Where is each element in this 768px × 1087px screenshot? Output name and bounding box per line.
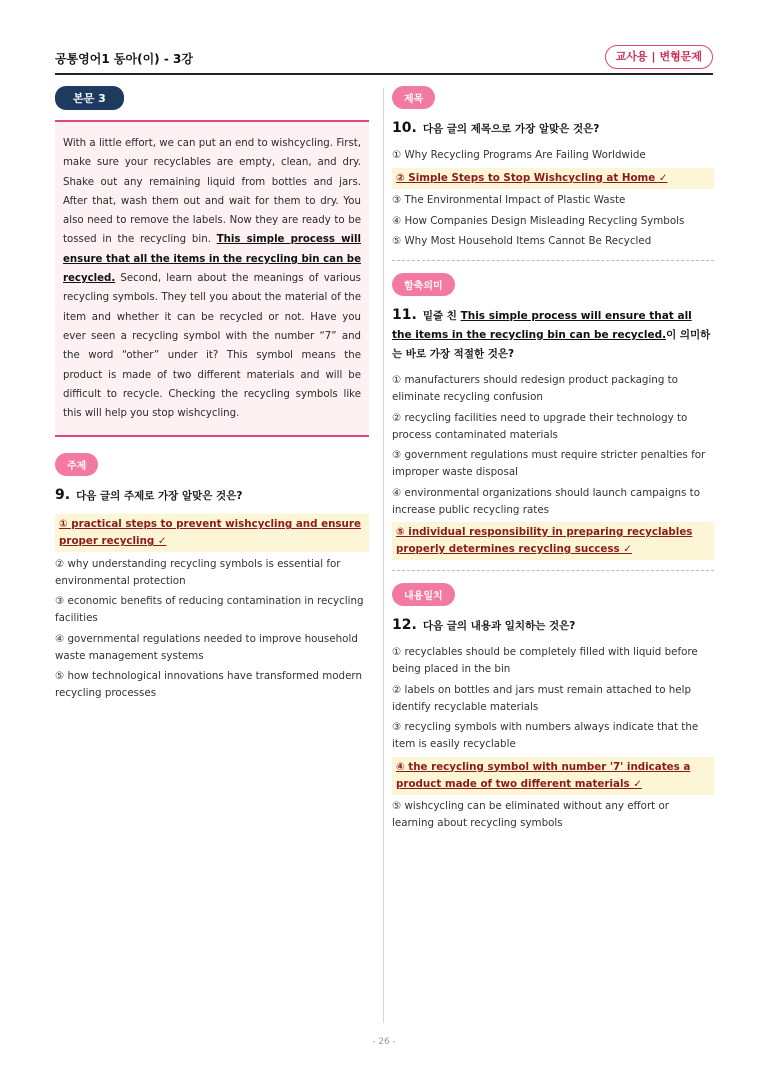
q9-number: 9. xyxy=(55,487,71,504)
q11-question-pre: 밑줄 친 xyxy=(422,310,461,322)
q10-question-text: 다음 글의 제목으로 가장 알맞은 것은? xyxy=(422,123,600,135)
q10-tag: 제목 xyxy=(392,86,435,109)
q12-tag: 내용일치 xyxy=(392,583,455,606)
q11-question xyxy=(392,306,714,364)
q9-question-text: 다음 글의 주제로 가장 알맞은 것은? xyxy=(76,490,243,503)
badge-separator: | xyxy=(651,50,656,63)
passage-label: 본문 3 xyxy=(55,86,124,110)
q12-number: 12. xyxy=(392,617,417,633)
right-column xyxy=(392,86,714,836)
page-title: 공통영어1 동아(이) - 3강 xyxy=(55,52,193,66)
q10-option-5: ⑤ Why Most Household Items Cannot Be Recycled xyxy=(392,235,652,247)
q11-question-underlined: This simple process will ensure that all the items in the recycling bin can be recycled. xyxy=(392,310,692,341)
q9-option-1-correct: ① practical steps to prevent wishcycling and ensure proper recycling ✓ xyxy=(55,514,369,552)
q9-option-2: ② why understanding recycling symbols is essential for environmental protection xyxy=(55,557,341,587)
q9-option-5: ⑤ how technological innovations have transformed modern recycling processes xyxy=(55,670,362,700)
q12-option-4-correct: ④ the recycling symbol with number '7' indicates a product made of two different materials ✓ xyxy=(392,757,714,795)
section-divider xyxy=(392,260,714,261)
q9-options xyxy=(55,514,369,702)
q10-question xyxy=(392,119,714,139)
q9-question xyxy=(55,486,369,506)
q11-question-post: 이 의미하는 바로 가장 적절한 것은? xyxy=(392,329,711,360)
q11-number: 11. xyxy=(392,307,417,323)
q12-options xyxy=(392,644,714,832)
q11-option-2: ② recycling facilities need to upgrade their technology to process contaminated materials xyxy=(392,411,688,441)
q11-options xyxy=(392,372,714,560)
q10-option-3: ③ The Environmental Impact of Plastic Waste xyxy=(392,194,626,206)
page-header xyxy=(55,45,713,75)
q11-option-1: ① manufacturers should redesign product packaging to eliminate recycling confusion xyxy=(392,374,678,403)
q12-option-3: ③ recycling symbols with numbers always indicate that the item is easily recyclable xyxy=(392,721,699,750)
q12-option-5: ⑤ wishcycling can be eliminated without any effort or learning about recycling symbols xyxy=(392,800,670,829)
q12-question xyxy=(392,616,714,636)
section-divider xyxy=(392,570,714,571)
left-column xyxy=(55,86,369,706)
q12-option-1: ① recyclables should be completely filled with liquid before being placed in the bin xyxy=(392,646,698,675)
badge-teacher-label: 교사용 xyxy=(615,50,648,63)
q11-tag: 함축의미 xyxy=(392,273,455,296)
passage-underlined-sentence: This simple process will ensure that all the items in the recycling bin can be recycled. xyxy=(63,234,361,285)
q11-option-4: ④ environmental organizations should launch campaigns to increase public recycling rates xyxy=(392,486,701,516)
q10-number: 10. xyxy=(392,120,417,136)
q11-option-5-correct: ⑤ individual responsibility in preparing recyclables properly determines recycling success ✓ xyxy=(392,522,714,560)
passage-box xyxy=(55,120,369,437)
q10-option-1: ① Why Recycling Programs Are Failing Worldwide xyxy=(392,149,646,161)
q12-question-text: 다음 글의 내용과 일치하는 것은? xyxy=(422,620,576,632)
q11-option-3: ③ government regulations must require stricter penalties for improper waste disposal xyxy=(392,449,706,478)
badge-type-label: 변형문제 xyxy=(659,50,702,63)
q12-option-2: ② labels on bottles and jars must remain attached to help identify recyclable materials xyxy=(392,683,692,713)
q9-option-4: ④ governmental regulations needed to improve household waste management systems xyxy=(55,632,358,662)
teacher-badge xyxy=(605,45,713,69)
q10-option-4: ④ How Companies Design Misleading Recycling Symbols xyxy=(392,214,685,227)
q10-options xyxy=(392,147,714,250)
q9-option-3: ③ economic benefits of reducing contamination in recycling facilities xyxy=(55,595,364,625)
column-divider xyxy=(383,88,384,1023)
passage-text-before: With a little effort, we can put an end to wishcycling. First, make sure your recyclables are empty, clean, and dry. Shake out any remaining liquid from bottles and jars. After that, wash them out and wait for them to dry. You also need to remove the labels. Now they are ready to be tossed in the recycling bin. xyxy=(63,138,361,246)
q10-option-2-correct: ② Simple Steps to Stop Wishcycling at Home ✓ xyxy=(392,168,714,189)
q9-tag: 주제 xyxy=(55,453,98,476)
passage-text-after: Second, learn about the meanings of various recycling symbols. They tell you about the material of the item and whether it can be recycled or not. Have you ever seen a recycling symbol with the number “7” and the word “other” under it? This symbol means the product is made of two different materials and will be difficult to recycle. Checking the recycling symbols like this will help you stop wishcycling. xyxy=(63,273,361,420)
page-number: - 26 - xyxy=(372,1037,396,1047)
